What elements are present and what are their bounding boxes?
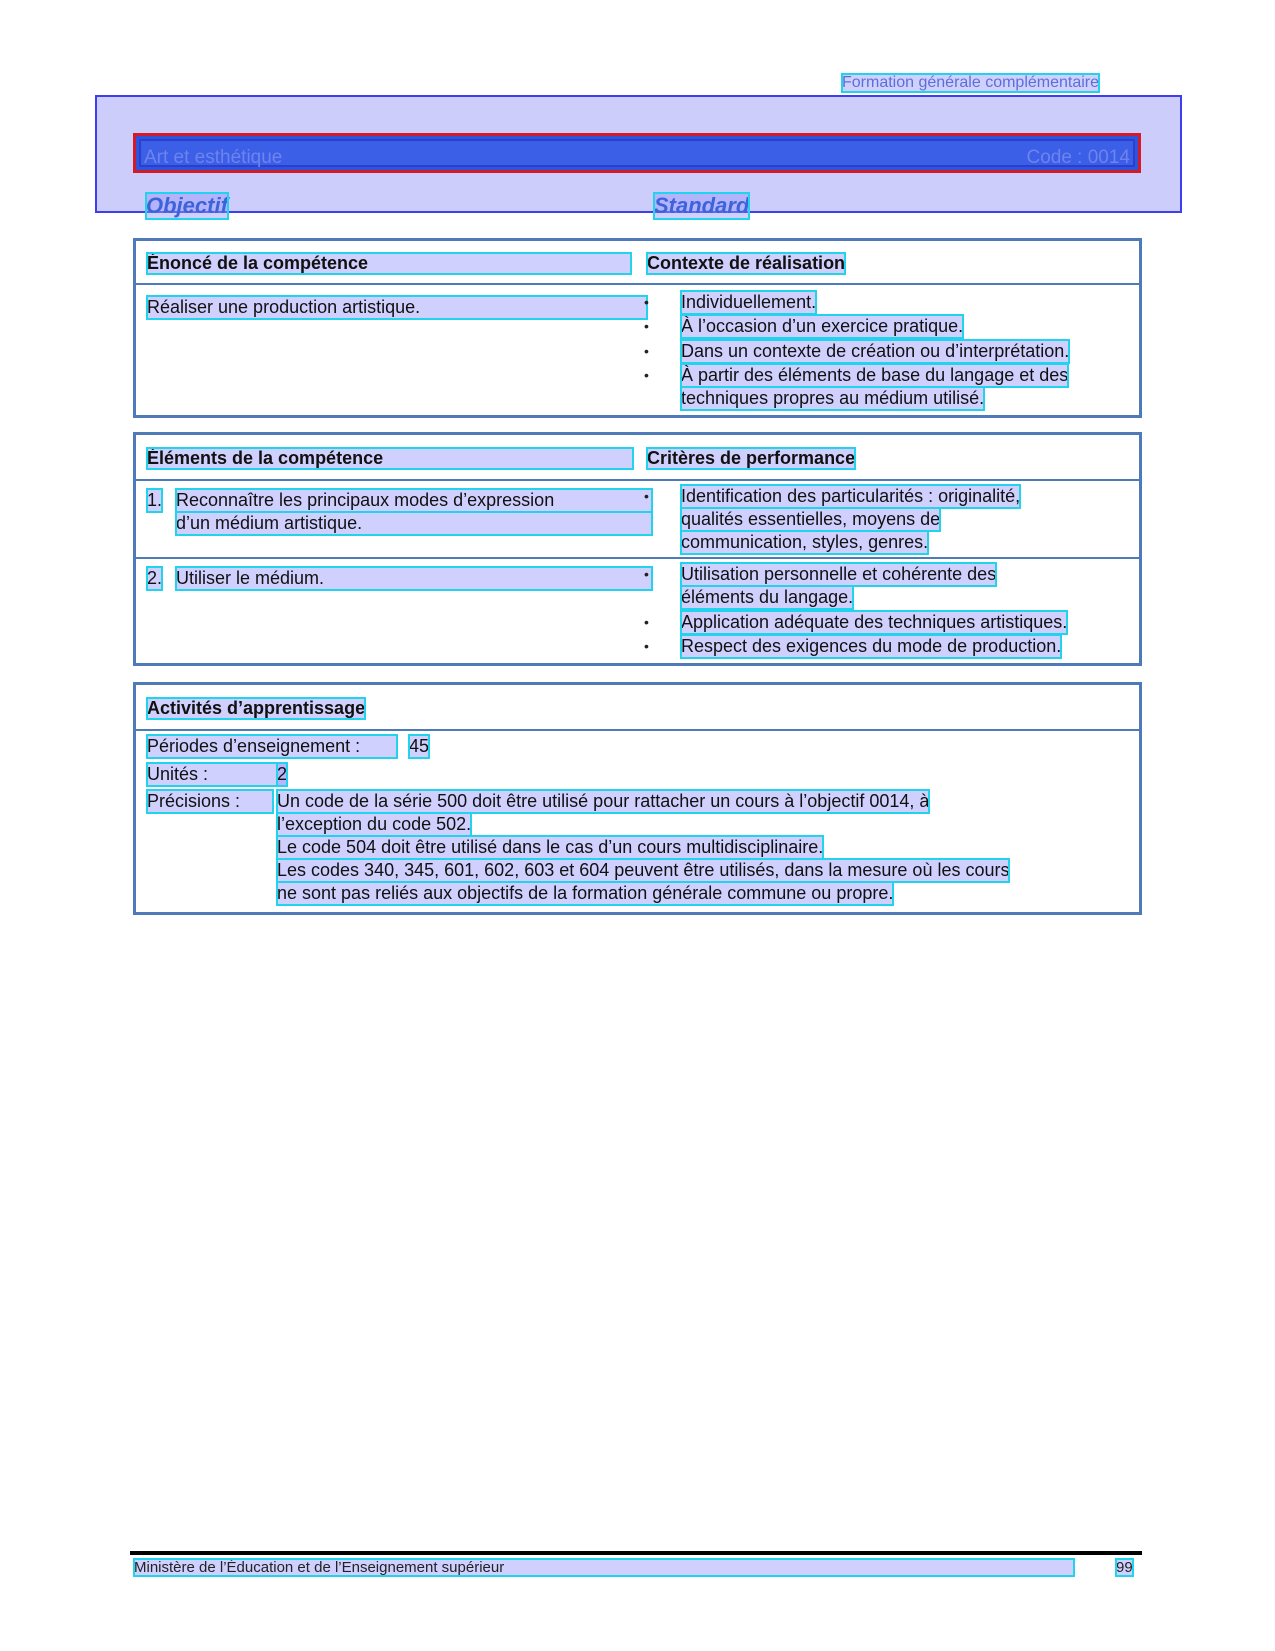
criterion-item: Application adéquate des techniques artistiques. <box>681 612 1068 632</box>
details-line: Le code 504 doit être utilisé dans le cas d’un cours multidisciplinaire. <box>277 837 824 857</box>
criterion-item-continuation: éléments du langage. <box>681 587 854 607</box>
criteria-heading: Critères de performance <box>647 448 856 468</box>
bullet-icon: • <box>644 367 649 383</box>
page-number: 99 <box>1116 1559 1133 1576</box>
context-item: Individuellement. <box>681 292 817 312</box>
competence-statement: Réaliser une production artistique. <box>147 296 647 319</box>
criterion-item: Respect des exigences du mode de production. <box>681 636 1062 656</box>
bullet-icon: • <box>644 614 649 630</box>
element-text-continuation: d’un médium artistique. <box>176 512 652 535</box>
footer-rule <box>130 1551 1142 1555</box>
bullet-icon: • <box>644 294 649 310</box>
objective-label: Objectif <box>146 193 228 218</box>
element-number: 1. <box>147 490 163 510</box>
element-text: Utiliser le médium. <box>176 567 652 590</box>
bullet-icon: • <box>644 638 649 654</box>
competence-statement-heading: Énoncé de la compétence <box>147 253 631 274</box>
context-item-continuation: techniques propres au médium utilisé. <box>681 388 985 408</box>
details-line: l’exception du code 502. <box>277 814 472 834</box>
bullet-icon: • <box>644 343 649 359</box>
units-label: Unités : <box>147 763 287 786</box>
activities-heading: Activités d’apprentissage <box>147 698 366 718</box>
row-divider <box>136 557 1139 559</box>
title-bar-inner <box>139 139 1135 167</box>
elements-heading: Éléments de la compétence <box>147 448 633 469</box>
criterion-item: Utilisation personnelle et cohérente des <box>681 564 997 584</box>
details-label: Précisions : <box>147 790 273 813</box>
bullet-icon: • <box>644 318 649 334</box>
context-item: À l’occasion d’un exercice pratique. <box>681 316 964 336</box>
criterion-item: Identification des particularités : originalité, <box>681 486 1021 506</box>
title-bar <box>133 133 1141 173</box>
element-number: 2. <box>147 568 163 588</box>
criterion-item-continuation: communication, styles, genres. <box>681 532 929 552</box>
footer-ministry: Ministère de l’Éducation et de l’Enseignement supérieur <box>134 1559 1074 1576</box>
document-section-tag: Formation générale complémentaire <box>842 74 1100 91</box>
periods-value: 45 <box>409 736 430 756</box>
periods-label: Périodes d’enseignement : <box>147 735 397 758</box>
context-item: À partir des éléments de base du langage et des <box>681 365 1069 385</box>
details-line: Les codes 340, 345, 601, 602, 603 et 604 peuvent être utilisés, dans la mesure où les cours <box>277 860 1010 880</box>
elements-table <box>133 432 1142 666</box>
units-value: 2 <box>277 764 288 784</box>
objective-code: Code : 0014 <box>1026 147 1130 168</box>
bullet-icon: • <box>644 566 649 582</box>
standard-label: Standard <box>654 193 750 218</box>
details-line: ne sont pas reliés aux objectifs de la formation générale commune ou propre. <box>277 883 894 903</box>
context-heading: Contexte de réalisation <box>647 253 846 273</box>
context-item: Dans un contexte de création ou d’interprétation. <box>681 341 1070 361</box>
details-line: Un code de la série 500 doit être utilisé pour rattacher un cours à l’objectif 0014, à <box>277 791 930 811</box>
activities-table <box>133 682 1142 915</box>
element-text: Reconnaître les principaux modes d’expression <box>176 489 652 512</box>
criterion-item-continuation: qualités essentielles, moyens de <box>681 509 941 529</box>
competence-table <box>133 238 1142 418</box>
bullet-icon: • <box>644 488 649 504</box>
objective-title: Art et esthétique <box>144 147 283 168</box>
